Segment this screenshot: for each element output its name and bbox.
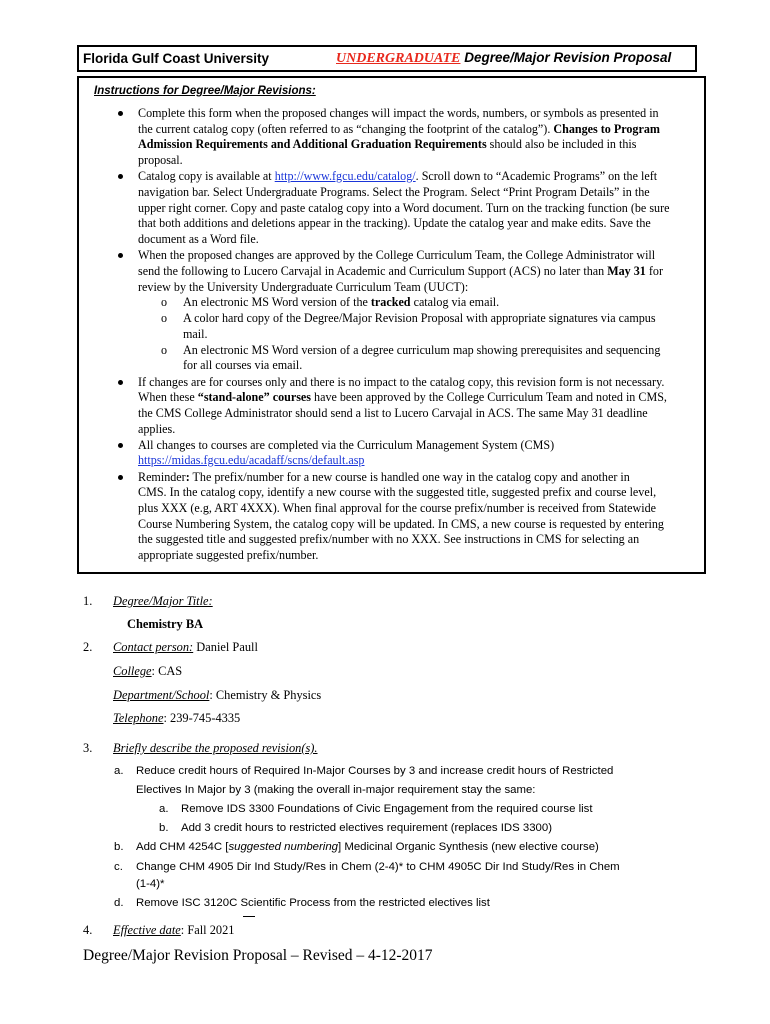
item-number-3: 3. xyxy=(83,741,93,755)
instr-b4-line4: applies. xyxy=(138,422,176,436)
bullet-icon xyxy=(118,475,123,480)
instr-b4-line3: the CMS College Administrator should send a list to Lucero Carvajal in ACS. The same May 31 deadline xyxy=(138,406,648,420)
instr-b4-line2-rest: have been approved by the College Curriculum Team and noted in CMS, xyxy=(311,390,667,404)
rev-a-sub2: Add 3 credit hours to restricted electives requirement (replaces IDS 3300) xyxy=(181,822,553,834)
divider xyxy=(243,916,255,917)
instr-b1-line2-text: the current catalog copy (often referred to as “changing the footprint of the catalog”). xyxy=(138,122,554,136)
instr-b4-line1: If changes are for courses only and there is no impact to the catalog copy, this revision form is not necessary. xyxy=(138,375,665,389)
instr-b2-line3: upper right corner. Copy and paste catalog copy into a Word document. Turn on the tracking function (be sure xyxy=(138,201,670,215)
deadline-date: May 31 xyxy=(607,264,646,278)
contact-label: Contact person: xyxy=(113,640,194,654)
degree-title-label: Degree/Major Title: xyxy=(113,594,213,608)
instr-b3-sub3-line2: for all courses via email. xyxy=(183,358,303,372)
instructions-heading: Instructions for Degree/Major Revisions: xyxy=(94,85,316,97)
instr-b5-line2 xyxy=(138,453,364,467)
instr-b2-line1-rest: . Scroll down to “Academic Programs” on the left xyxy=(415,169,658,183)
rev-b-rest: ] Medicinal Organic Synthesis (new elective course) xyxy=(338,841,599,853)
instr-b3-line3: review by the University Undergraduate Curriculum Team (UUCT): xyxy=(138,280,469,294)
instr-b1-line3 xyxy=(138,137,636,151)
department-value: : Chemistry & Physics xyxy=(209,688,322,702)
department-row xyxy=(113,688,321,703)
sub-bullet-marker: o xyxy=(161,343,168,357)
rev-marker-c: c. xyxy=(114,861,123,873)
revision-label: Briefly describe the proposed revision(s). xyxy=(113,741,318,755)
instr-b4-line2-bold: “stand-alone” courses xyxy=(197,390,311,404)
rev-sub-marker-b: b. xyxy=(159,822,169,834)
rev-marker-b: b. xyxy=(114,841,124,853)
rev-marker-d: d. xyxy=(114,897,124,909)
rev-b-italic: suggested numbering xyxy=(228,841,338,853)
item-number-4: 4. xyxy=(83,923,93,937)
instr-b1-line3-bold: Admission Requirements and Additional Graduation Requirements xyxy=(138,137,487,151)
instr-b3-sub1-text: An electronic MS Word version of the xyxy=(183,295,371,309)
rev-c-line2: (1-4)* xyxy=(136,878,165,890)
instr-b2-line5: document as a Word file. xyxy=(138,232,259,246)
bullet-icon xyxy=(118,174,123,179)
rev-marker-a: a. xyxy=(114,765,124,777)
reminder-label: Reminder xyxy=(138,470,186,484)
instr-b2-line1-text: Catalog copy is available at xyxy=(138,169,275,183)
rev-b-text: Add CHM 4254C [ xyxy=(136,841,229,853)
bullet-icon xyxy=(118,111,123,116)
effective-date-row xyxy=(113,923,234,938)
form-header xyxy=(77,45,697,72)
instr-b3-line2-rest: for xyxy=(645,264,663,278)
rev-a-line2: Electives In Major by 3 (making the overall in-major requirement stay the same: xyxy=(136,784,536,796)
college-value: : CAS xyxy=(151,664,183,678)
instr-b3-sub2-line2: mail. xyxy=(183,327,208,341)
item-number-2: 2. xyxy=(83,640,93,654)
instr-b6-line5: the suggested title and suggested prefix/number with no XXX. See instructions in CMS for selecting an xyxy=(138,532,640,546)
instr-b2-line1 xyxy=(138,169,657,183)
sub-bullet-marker: o xyxy=(161,311,168,325)
instr-b2-line4: that both additions and deletions appear in the tracking). Update the catalog year and make edits. Save the xyxy=(138,216,651,230)
instr-b6-line2: CMS. In the catalog copy, identify a new course with the suggested title, suggested prefix and course level, xyxy=(138,485,657,499)
instr-b1-line4: proposal. xyxy=(138,153,183,167)
instr-b6-line1-text: The prefix/number for a new course is handled one way in the catalog copy and another in xyxy=(189,470,630,484)
contact-value: Daniel Paull xyxy=(193,640,258,654)
instr-b3-sub3-line1: An electronic MS Word version of a degree curriculum map showing prerequisites and sequencing xyxy=(183,343,661,357)
telephone-row xyxy=(113,711,240,726)
bullet-icon xyxy=(118,380,123,385)
instr-b5-line1: All changes to courses are completed via the Curriculum Management System (CMS) xyxy=(138,438,555,452)
instr-b3-line1: When the proposed changes are approved by the College Curriculum Team, the College Administrator will xyxy=(138,248,656,262)
instr-b6-line4: Course Numbering System, the catalog copy will be updated. In CMS, a new course is requested by entering xyxy=(138,517,664,531)
instr-b3-sub1-rest: catalog via email. xyxy=(410,295,500,309)
page-footer: Degree/Major Revision Proposal – Revised – 4-12-2017 xyxy=(83,947,433,964)
instr-b6-line1 xyxy=(138,470,630,484)
degree-title-value: Chemistry BA xyxy=(127,617,204,631)
instr-b3-sub1-bold: tracked xyxy=(370,295,411,309)
sub-bullet-marker: o xyxy=(161,295,168,309)
item-number-1: 1. xyxy=(83,594,93,608)
instr-b3-line2 xyxy=(138,264,663,278)
reminder-colon: : xyxy=(185,470,190,484)
cms-link[interactable]: https://midas.fgcu.edu/acadaff/scns/default.asp xyxy=(138,453,365,467)
rev-d: Remove ISC 3120C Scientific Process from the restricted electives list xyxy=(136,897,490,909)
telephone-label: Telephone xyxy=(113,711,164,725)
instr-b1-line2-bold: Changes to Program xyxy=(553,122,660,136)
effective-date-label: Effective date xyxy=(113,923,181,937)
instr-b2-line2: navigation bar. Select Undergraduate Programs. Select the Program. Select “Print Program Details” in the xyxy=(138,185,650,199)
instr-b6-line3: plus XXX (e.g, ART 4XXX). When final approval for the course prefix/number is received from Statewide xyxy=(138,501,657,515)
instr-b4-line2 xyxy=(138,390,667,404)
rev-sub-marker-a: a. xyxy=(159,803,169,815)
rev-a-line1: Reduce credit hours of Required In-Major Courses by 3 and increase credit hours of Restricted xyxy=(136,765,614,777)
rev-c-line1: Change CHM 4905 Dir Ind Study/Res in Chem (2-4)* to CHM 4905C Dir Ind Study/Res in Chem xyxy=(136,861,620,873)
instr-b1-line3-text: should also be included in this xyxy=(486,137,637,151)
contact-row xyxy=(113,640,258,655)
college-row xyxy=(113,664,182,679)
instr-b3-sub2-line1: A color hard copy of the Degree/Major Revision Proposal with appropriate signatures via campus xyxy=(183,311,656,325)
department-label: Department/School xyxy=(113,688,210,702)
form-title xyxy=(336,50,671,67)
university-name: Florida Gulf Coast University xyxy=(83,51,270,66)
instr-b4-line2-text: When these xyxy=(138,390,198,404)
instr-b1-line1: Complete this form when the proposed changes will impact the words, numbers, or symbols as presented in xyxy=(138,106,659,120)
catalog-link[interactable]: http://www.fgcu.edu/catalog/ xyxy=(274,169,416,183)
undergraduate-label: UNDERGRADUATE xyxy=(336,51,461,66)
bullet-icon xyxy=(118,253,123,258)
instr-b1-line2 xyxy=(138,122,660,136)
telephone-value: : 239-745-4335 xyxy=(163,711,241,725)
instr-b3-sub1 xyxy=(183,295,499,309)
rev-a-sub1: Remove IDS 3300 Foundations of Civic Engagement from the required course list xyxy=(181,803,593,815)
form-title-rest: Degree/Major Revision Proposal xyxy=(460,50,672,65)
college-label: College xyxy=(113,664,152,678)
bullet-icon xyxy=(118,443,123,448)
effective-date-value: : Fall 2021 xyxy=(180,923,235,937)
rev-b xyxy=(136,840,599,854)
instr-b3-line2-text: send the following to Lucero Carvajal in Academic and Curriculum Support (ACS) no later than xyxy=(138,264,608,278)
instr-b6-line6: appropriate suggested prefix/number. xyxy=(138,548,319,562)
